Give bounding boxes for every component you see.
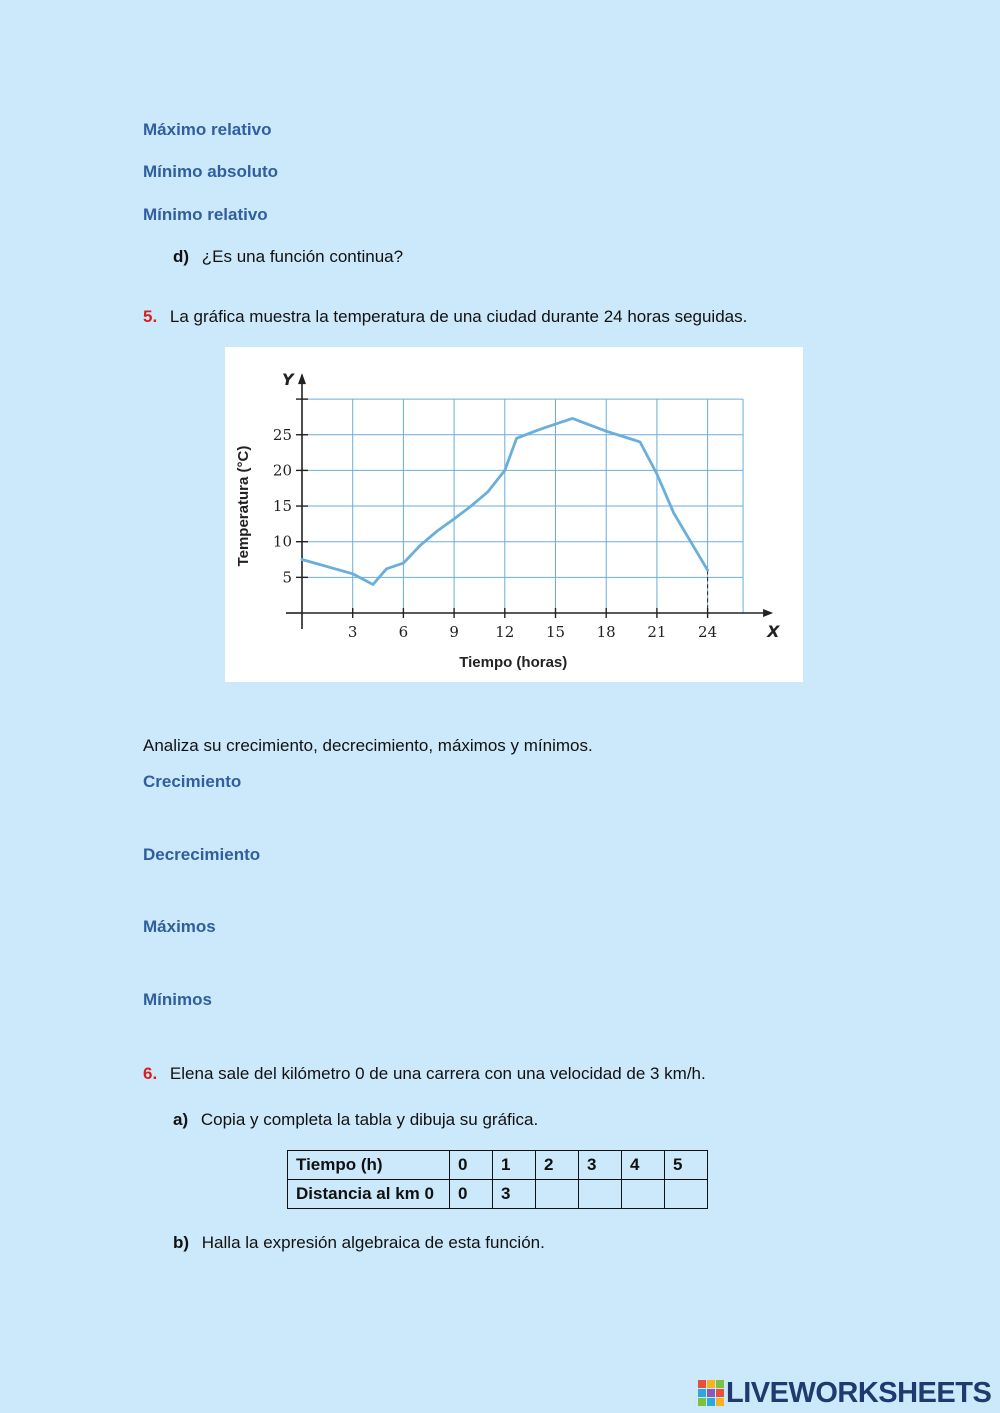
table-cell: 4 [622, 1151, 665, 1180]
y-tick-label: 15 [272, 497, 292, 516]
question-d-letter: d) [173, 247, 190, 266]
table-row-time [288, 1151, 708, 1180]
label-minimo-relativo: Mínimo relativo [143, 205, 268, 224]
liveworksheets-logo-icon [698, 1380, 724, 1406]
answer-label-decrecimiento: Decrecimiento [143, 845, 261, 864]
answer-label-crecimiento: Crecimiento [143, 772, 242, 791]
exercise-6-part-a [173, 1110, 538, 1130]
question-d [173, 247, 403, 267]
answer-label-maximos: Máximos [143, 917, 216, 936]
table-header-distance: Distancia al km 0 [288, 1180, 450, 1209]
y-axis-letter: Y [282, 370, 294, 390]
table-cell: 0 [450, 1151, 493, 1180]
table-cell: 3 [493, 1180, 536, 1209]
exercise-6-text: Elena sale del kilómetro 0 de una carrera con una velocidad de 3 km/h. [169, 1064, 706, 1083]
table-row-distance [288, 1180, 708, 1209]
exercise-5-statement [143, 307, 747, 327]
exercise-6-statement [143, 1064, 706, 1084]
table-input-cell[interactable] [622, 1180, 665, 1209]
y-tick-label: 5 [282, 568, 292, 587]
exercise-5-number: 5. [143, 307, 158, 326]
table-input-cell[interactable] [536, 1180, 579, 1209]
table-cell: 5 [665, 1151, 708, 1180]
table-header-time: Tiempo (h) [288, 1151, 450, 1180]
y-axis-title: Temperatura (°C) [235, 445, 252, 567]
y-tick-label: 10 [272, 532, 292, 551]
y-tick-label: 25 [272, 425, 292, 444]
table-input-cell[interactable] [665, 1180, 708, 1209]
distance-table [287, 1150, 708, 1209]
x-axis-title: Tiempo (horas) [459, 654, 568, 671]
exercise-5-text: La gráfica muestra la temperatura de una ciudad durante 24 horas seguidas. [169, 307, 748, 326]
x-tick-label: 3 [347, 623, 358, 641]
temperature-chart [225, 347, 803, 682]
table-cell: 2 [536, 1151, 579, 1180]
label-maximo-relativo: Máximo relativo [143, 120, 272, 139]
temperature-chart-svg [225, 347, 803, 682]
liveworksheets-logo-text: LIVEWORKSHEETS [726, 1376, 992, 1409]
exercise-6-part-b [173, 1233, 545, 1253]
table-cell: 1 [493, 1151, 536, 1180]
x-axis-arrow-icon [763, 609, 773, 617]
part-b-text: Halla la expresión algebraica de esta función. [201, 1233, 545, 1252]
y-tick-label: 20 [272, 461, 292, 480]
exercise-6-number: 6. [143, 1064, 158, 1083]
y-axis-arrow-icon [298, 373, 306, 384]
x-tick-label: 6 [398, 623, 409, 641]
x-tick-label: 18 [596, 623, 616, 641]
x-tick-label: 24 [698, 623, 718, 641]
x-axis-letter: X [767, 622, 780, 641]
x-tick-label: 12 [495, 623, 515, 641]
table-input-cell[interactable] [579, 1180, 622, 1209]
x-tick-label: 15 [545, 623, 566, 641]
label-minimo-absoluto: Mínimo absoluto [143, 162, 279, 181]
table-cell: 0 [450, 1180, 493, 1209]
part-b-letter: b) [173, 1233, 190, 1252]
answer-label-minimos: Mínimos [143, 990, 212, 1009]
x-tick-label: 21 [647, 623, 667, 641]
exercise-5-instruction: Analiza su crecimiento, decrecimiento, máximos y mínimos. [143, 736, 593, 755]
part-a-text: Copia y completa la tabla y dibuja su gráfica. [200, 1110, 539, 1129]
question-d-text: ¿Es una función continua? [201, 247, 404, 266]
x-tick-label: 9 [449, 623, 459, 641]
table-cell: 3 [579, 1151, 622, 1180]
liveworksheets-logo [698, 1376, 991, 1410]
part-a-letter: a) [173, 1110, 189, 1129]
